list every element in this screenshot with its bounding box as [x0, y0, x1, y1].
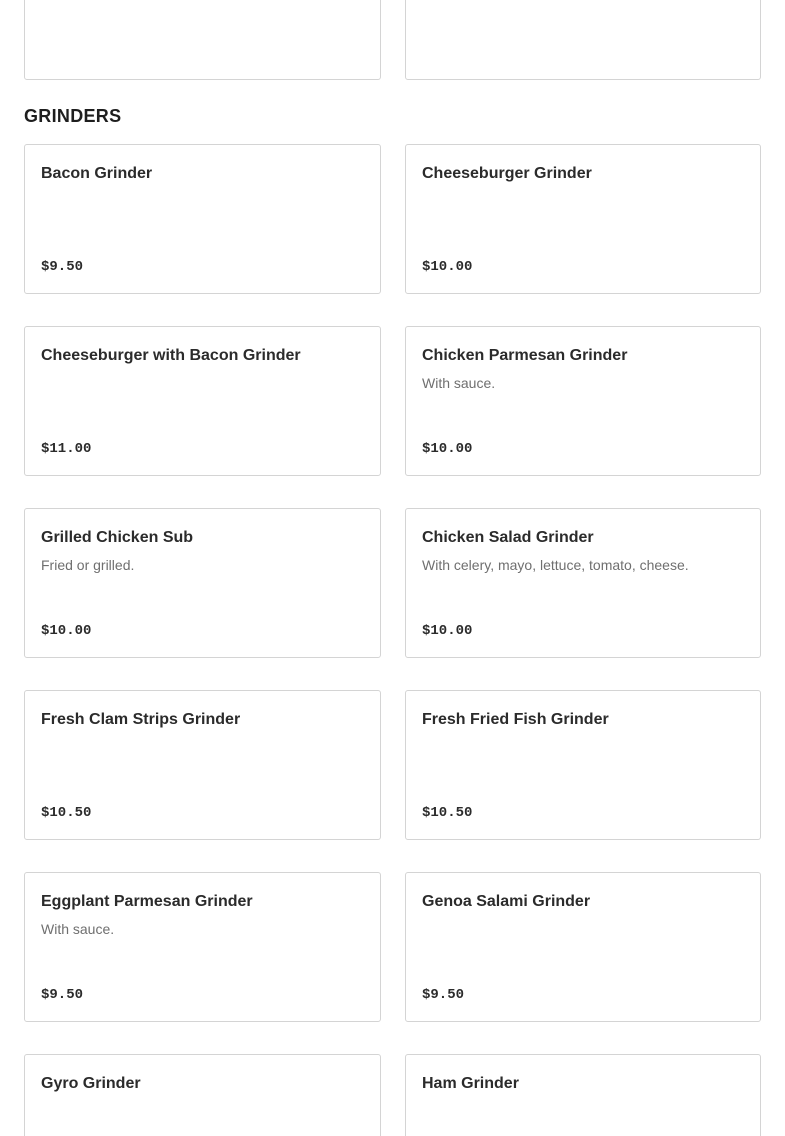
item-price: $9.50 [422, 987, 465, 1003]
item-price: $10.00 [41, 623, 92, 639]
item-name: Genoa Salami Grinder [422, 893, 591, 910]
item-price: $10.00 [422, 623, 473, 639]
menu-item-card[interactable] [405, 872, 761, 1022]
menu-item-card[interactable] [24, 326, 381, 476]
menu-item-card[interactable] [24, 690, 381, 840]
menu-item-card[interactable] [24, 0, 381, 80]
item-price: $10.00 [422, 441, 473, 457]
menu-item-card[interactable] [24, 1054, 381, 1136]
item-price: $11.00 [41, 441, 92, 457]
item-name: Fresh Fried Fish Grinder [422, 711, 609, 728]
item-name: Bacon Grinder [41, 165, 153, 182]
menu-item-card[interactable] [24, 144, 381, 294]
item-description: With sauce. [41, 921, 115, 937]
item-price: $10.00 [422, 259, 473, 275]
item-name: Chicken Salad Grinder [422, 529, 594, 546]
item-price: $10.50 [422, 805, 473, 821]
item-description: With sauce. [422, 375, 496, 391]
item-description: With celery, mayo, lettuce, tomato, cheese. [422, 557, 689, 573]
item-price: $9.50 [41, 987, 84, 1003]
item-name: Eggplant Parmesan Grinder [41, 893, 253, 910]
item-name: Cheeseburger with Bacon Grinder [41, 347, 301, 364]
item-name: Fresh Clam Strips Grinder [41, 711, 241, 728]
item-description: Fried or grilled. [41, 557, 135, 573]
menu-item-card[interactable] [405, 144, 761, 294]
menu-item-card[interactable] [405, 326, 761, 476]
item-name: Cheeseburger Grinder [422, 165, 592, 182]
menu-item-card[interactable] [405, 690, 761, 840]
item-name: Ham Grinder [422, 1075, 519, 1092]
section-title-grinders: GRINDERS [24, 106, 122, 126]
menu-item-card[interactable] [405, 0, 761, 80]
item-name: Gyro Grinder [41, 1075, 141, 1092]
item-name: Chicken Parmesan Grinder [422, 347, 628, 364]
item-price: $10.50 [41, 805, 92, 821]
item-name: Grilled Chicken Sub [41, 529, 194, 546]
menu-item-card[interactable] [24, 872, 381, 1022]
menu-item-card[interactable] [24, 508, 381, 658]
menu-item-card[interactable] [405, 508, 761, 658]
item-price: $9.50 [41, 259, 84, 275]
menu-item-card[interactable] [405, 1054, 761, 1136]
